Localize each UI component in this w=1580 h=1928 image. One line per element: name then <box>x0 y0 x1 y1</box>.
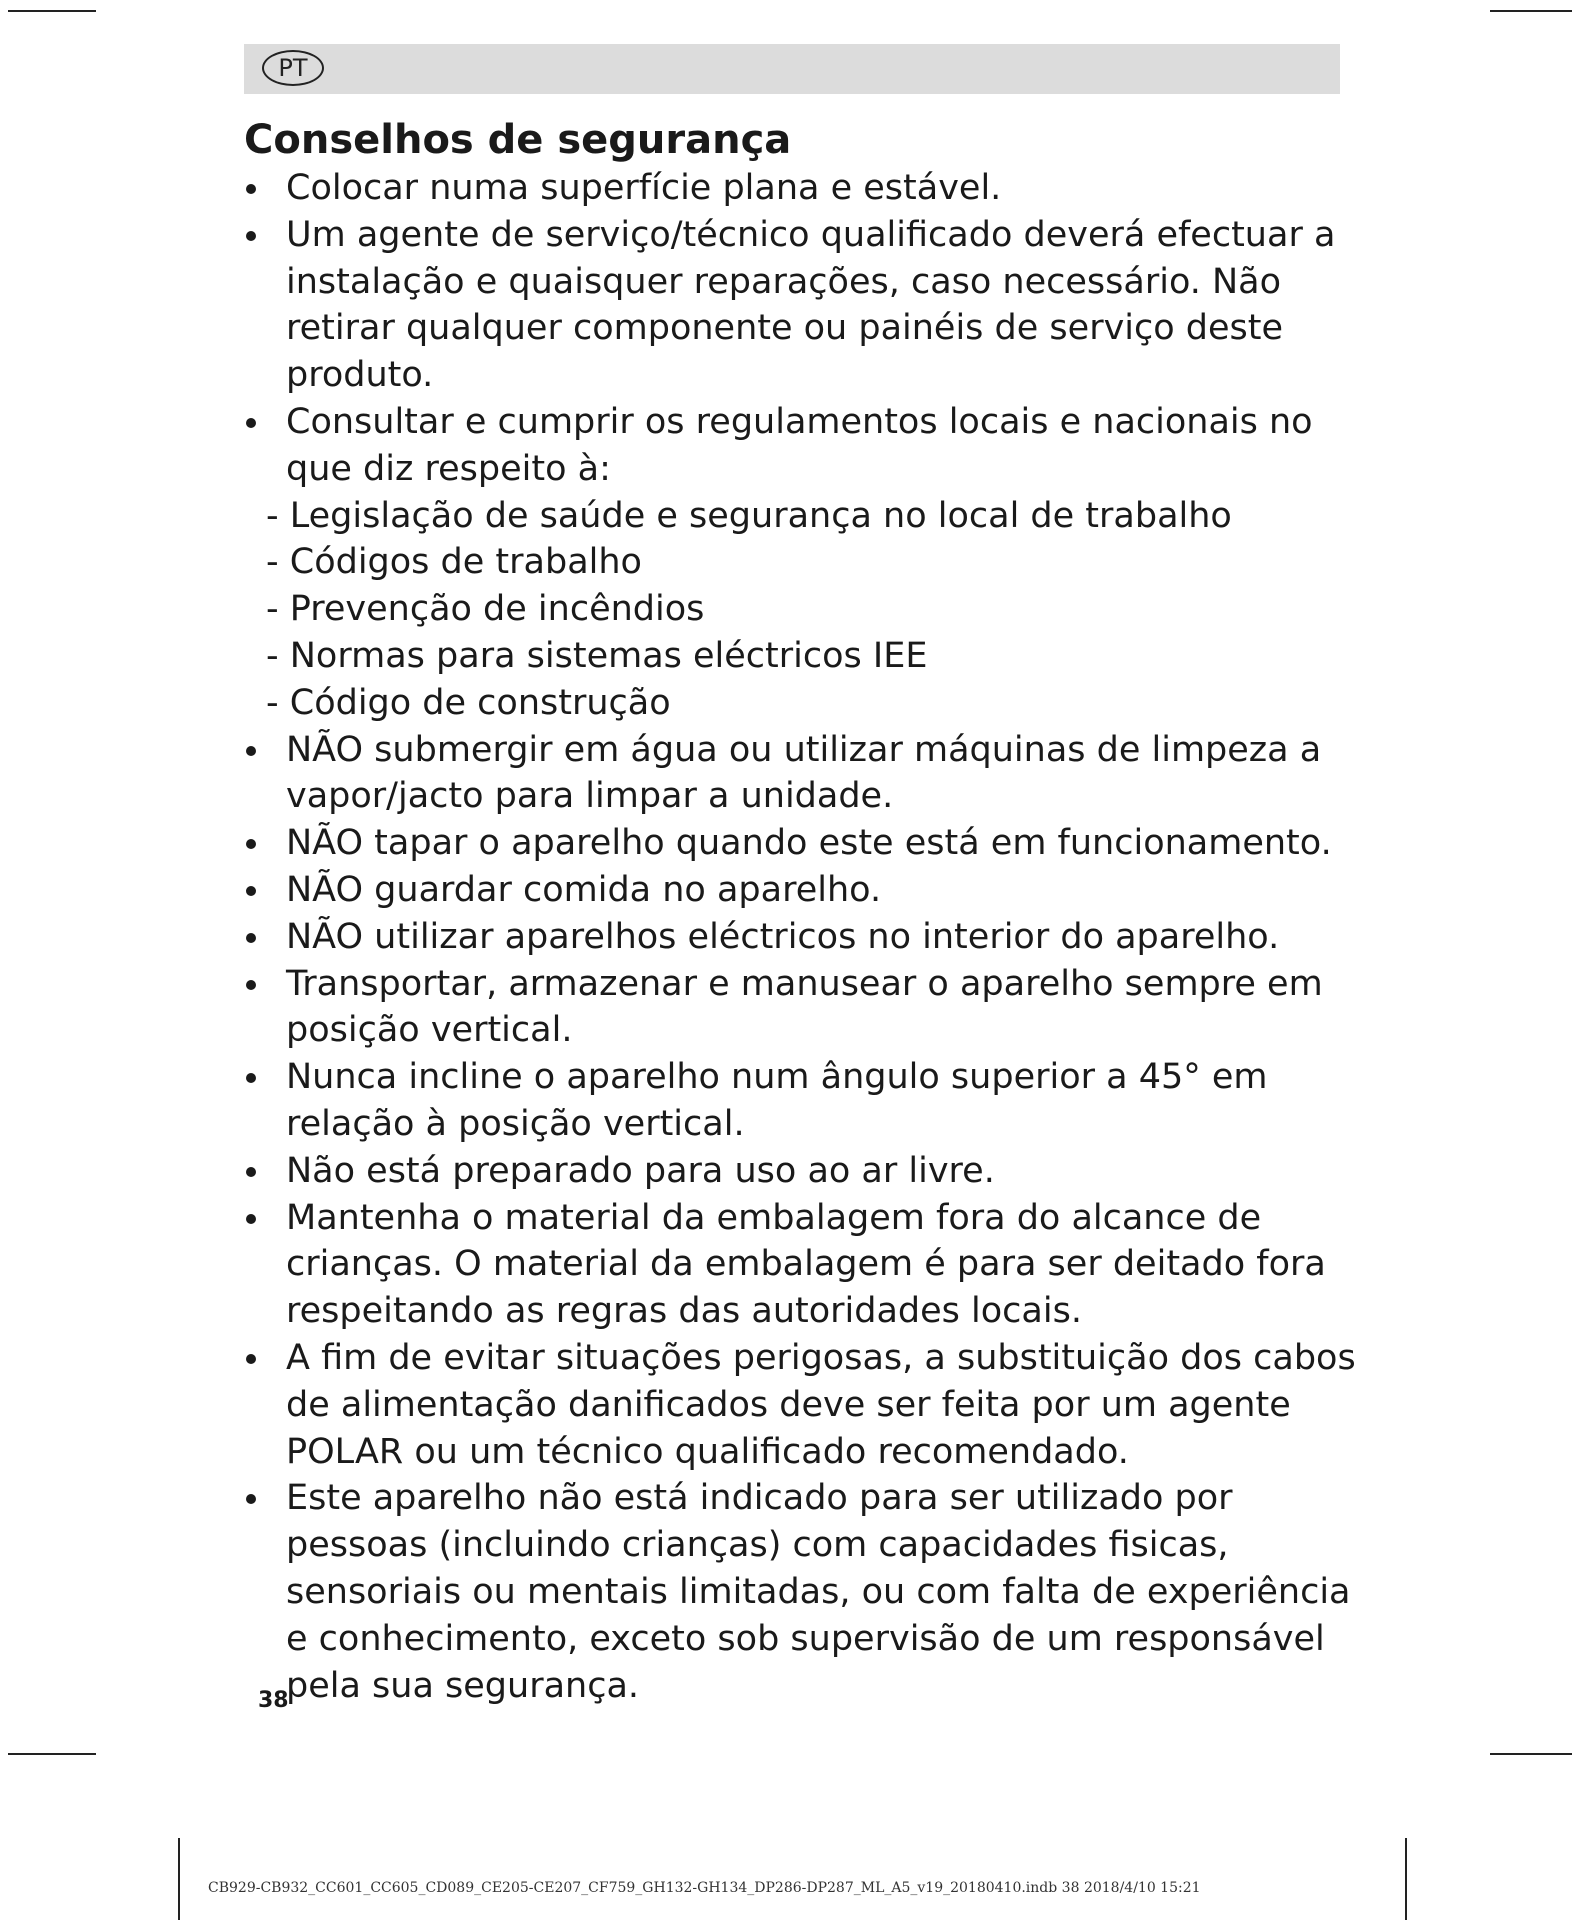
page-number: 38 <box>258 1688 289 1713</box>
safety-list <box>244 165 1364 1709</box>
list-item: Colocar numa superfície plana e estável. <box>244 165 1364 212</box>
section-title: Conselhos de segurança <box>244 117 792 163</box>
sub-list-item: - Código de construção <box>266 682 671 723</box>
list-item: Transportar, armazenar e manusear o aparelho sempre em posição vertical. <box>244 961 1364 1055</box>
list-item: NÃO utilizar aparelhos eléctricos no interior do aparelho. <box>244 914 1364 961</box>
list-item: Mantenha o material da embalagem fora do alcance de crianças. O material da embalagem é para ser deitado fora respeitando as regras das autoridades locais. <box>244 1195 1364 1335</box>
sub-list-item: - Legislação de saúde e segurança no local de trabalho <box>266 495 1232 536</box>
crop-mark-top-right <box>1490 10 1572 12</box>
language-badge: PT <box>262 50 324 86</box>
print-slug: CB929-CB932_CC601_CC605_CD089_CE205-CE207_CF759_GH132-GH134_DP286-DP287_ML_A5_v19_20180410.indb 38 2018/4/10 15:21 <box>208 1880 1201 1896</box>
list-item: NÃO guardar comida no aparelho. <box>244 867 1364 914</box>
list-item: Este aparelho não está indicado para ser utilizado por pessoas (incluindo crianças) com capacidades fisicas, sensoriais ou mentais limitadas, ou com falta de experiência e conhecimento, exceto sob supervisão de um responsável pela sua segurança. <box>244 1475 1364 1709</box>
sub-list-item: - Códigos de trabalho <box>266 542 642 583</box>
list-item: Um agente de serviço/técnico qualificado deverá efectuar a instalação e quaisquer reparações, caso necessário. Não retirar qualquer componente ou painéis de serviço deste produto. <box>244 212 1364 399</box>
crop-mark-mid-left <box>8 1753 96 1755</box>
list-item: A fim de evitar situações perigosas, a substituição dos cabos de alimentação danificados deve ser feita por um agente POLAR ou um técnico qualificado recomendado. <box>244 1335 1364 1475</box>
crop-mark-bottom-right <box>1405 1838 1407 1920</box>
list-item: NÃO submergir em água ou utilizar máquinas de limpeza a vapor/jacto para limpar a unidade. <box>244 727 1364 821</box>
list-item: Nunca incline o aparelho num ângulo superior a 45° em relação à posição vertical. <box>244 1054 1364 1148</box>
sub-list-item: - Prevenção de incêndios <box>266 589 705 630</box>
sub-list-item: - Normas para sistemas eléctricos IEE <box>266 635 928 676</box>
crop-mark-bottom-left <box>178 1838 180 1920</box>
language-header-bar <box>244 44 1340 94</box>
list-item: Não está preparado para uso ao ar livre. <box>244 1148 1364 1195</box>
crop-mark-top-left <box>8 10 96 12</box>
list-item: Consultar e cumprir os regulamentos locais e nacionais no que diz respeito à: <box>244 399 1364 493</box>
list-item: NÃO tapar o aparelho quando este está em funcionamento. <box>244 820 1364 867</box>
crop-mark-mid-right <box>1490 1753 1572 1755</box>
